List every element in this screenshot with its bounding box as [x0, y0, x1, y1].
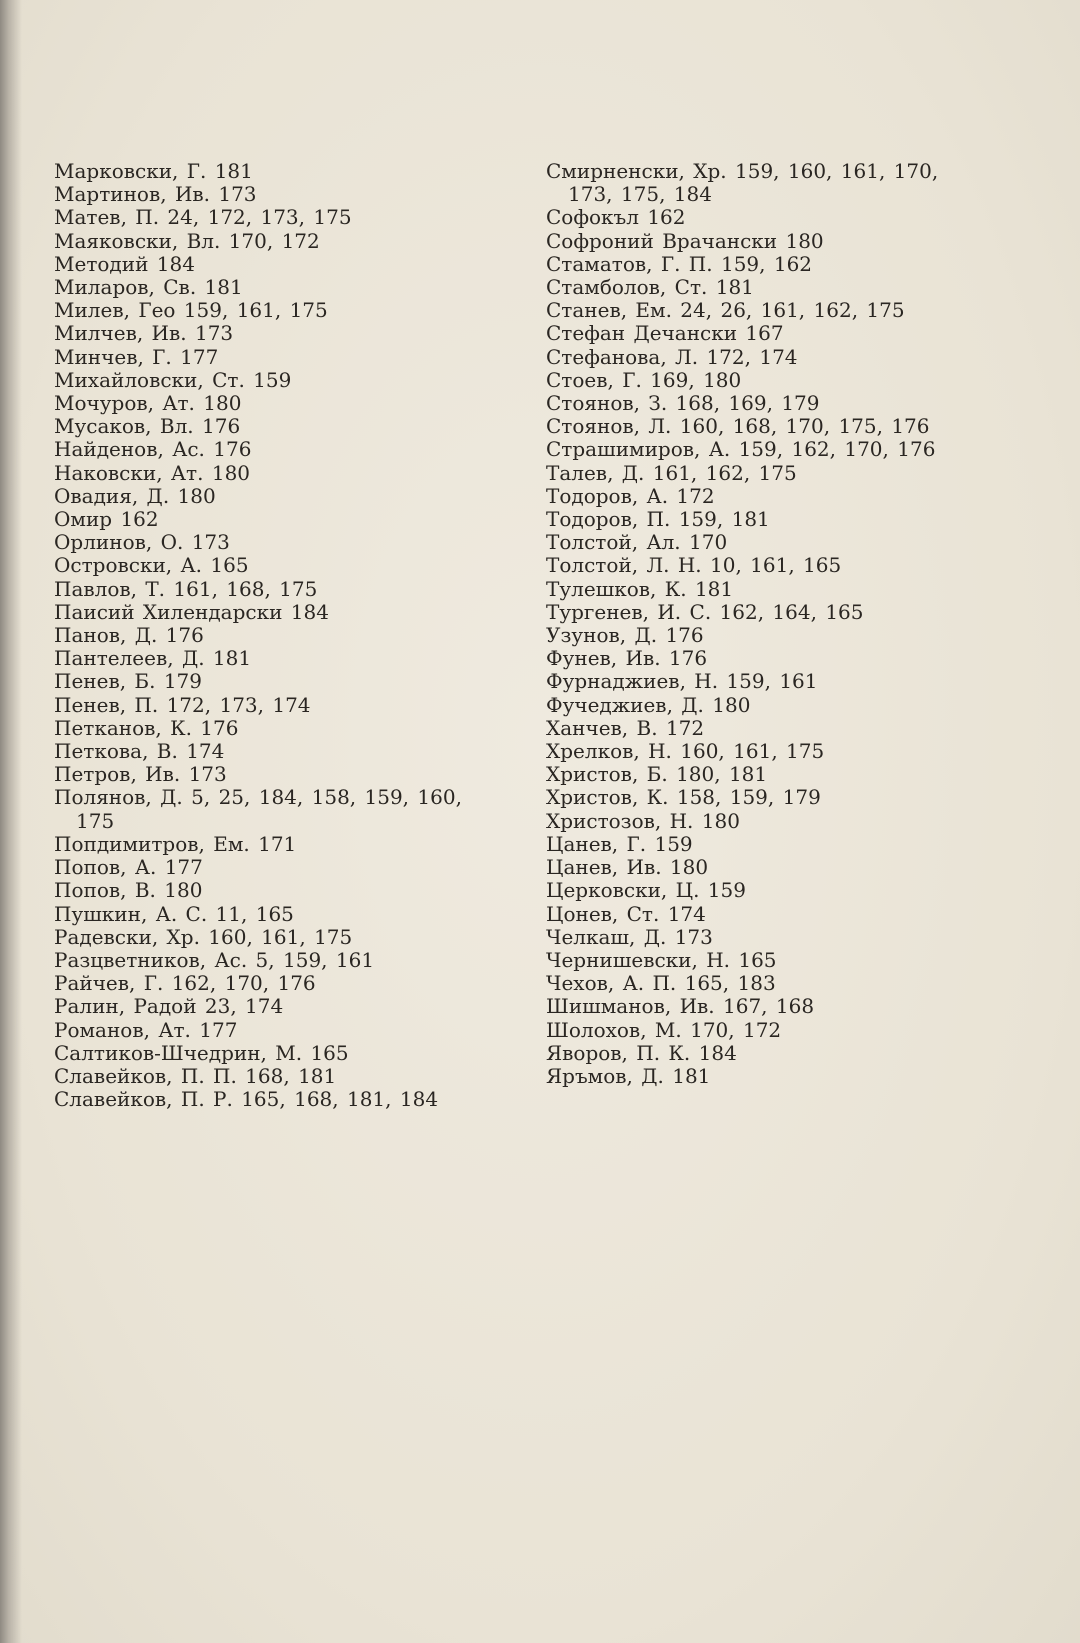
index-entry: Яворов, П. К. 184 — [546, 1040, 737, 1065]
index-entry: Наковски, Ат. 180 — [54, 460, 251, 485]
index-entry: Толстой, Л. Н. 10, 161, 165 — [546, 553, 842, 578]
index-entry: Радевски, Хр. 160, 161, 175 — [54, 924, 353, 949]
index-entry: Пушкин, А. С. 11, 165 — [54, 901, 294, 926]
index-entry: Овадия, Д. 180 — [54, 483, 216, 508]
index-entry: Салтиков-Шчедрин, М. 165 — [54, 1040, 349, 1065]
index-entry: Разцветников, Ас. 5, 159, 161 — [54, 947, 375, 972]
index-entry: Цонев, Ст. 174 — [546, 901, 706, 926]
index-entry: Ралин, Радой 23, 174 — [54, 994, 284, 1019]
index-entry: Островски, А. 165 — [54, 553, 249, 578]
index-entry: Христов, К. 158, 159, 179 — [546, 785, 821, 810]
index-entry: Райчев, Г. 162, 170, 176 — [54, 971, 316, 996]
index-entry: Софроний Врачански 180 — [546, 228, 824, 253]
index-entry: Тодоров, П. 159, 181 — [546, 507, 770, 532]
index-entry: Толстой, Ал. 170 — [546, 530, 728, 555]
index-entry: Яръмов, Д. 181 — [546, 1063, 711, 1088]
index-entry: Стоев, Г. 169, 180 — [546, 367, 742, 392]
index-entry: Маяковски, Вл. 170, 172 — [54, 228, 320, 253]
index-entry: Станев, Ем. 24, 26, 161, 162, 175 — [546, 298, 905, 323]
index-entry: Пенев, П. 172, 173, 174 — [54, 692, 311, 717]
index-entry: Найденов, Ас. 176 — [54, 437, 252, 462]
index-entry: Цанев, Г. 159 — [546, 831, 693, 856]
index-entry: Орлинов, О. 173 — [54, 530, 230, 555]
index-entry: Страшимиров, А. 159, 162, 170, 176 — [546, 437, 936, 462]
index-entry: Фунев, Ив. 176 — [546, 646, 708, 671]
index-entry: Пантелеев, Д. 181 — [54, 646, 252, 671]
index-entry: Стефанова, Л. 172, 174 — [546, 344, 798, 369]
index-entry: Узунов, Д. 176 — [546, 623, 704, 648]
index-entry: Петкова, В. 174 — [54, 739, 225, 764]
index-entry: Мочуров, Ат. 180 — [54, 391, 242, 416]
index-entry: Методий 184 — [54, 251, 195, 276]
index-entry: Славейков, П. П. 168, 181 — [54, 1063, 337, 1088]
index-entry: Тодоров, А. 172 — [546, 483, 715, 508]
index-entry: Попов, А. 177 — [54, 855, 203, 880]
index-entry: Минчев, Г. 177 — [54, 344, 219, 369]
index-entry: Миларов, Св. 181 — [54, 275, 243, 300]
index-entry: Христов, Б. 180, 181 — [546, 762, 768, 787]
index-entry: Петров, Ив. 173 — [54, 762, 227, 787]
index-entry: Михайловски, Ст. 159 — [54, 367, 292, 392]
index-entry: Омир 162 — [54, 507, 159, 532]
index-entry: Попов, В. 180 — [54, 878, 203, 903]
index-column-left — [54, 160, 494, 1111]
index-entry: Ханчев, В. 172 — [546, 715, 705, 740]
index-entry: Петканов, К. 176 — [54, 715, 239, 740]
index-entry: Тургенев, И. С. 162, 164, 165 — [546, 599, 864, 624]
index-entry: Фурнаджиев, Н. 159, 161 — [546, 669, 818, 694]
index-entry: Церковски, Ц. 159 — [546, 878, 746, 903]
index-entry: Мусаков, Вл. 176 — [54, 414, 241, 439]
index-entry: Паисий Хилендарски 184 — [54, 599, 329, 624]
index-entry: Милчев, Ив. 173 — [54, 321, 234, 346]
index-entry: Стоянов, З. 168, 169, 179 — [546, 391, 820, 416]
index-entry: Полянов, Д. 5, 25, 184, 158, 159, 160, 175 — [54, 785, 462, 833]
index-entry: Чехов, А. П. 165, 183 — [546, 971, 776, 996]
index-entry: Стоянов, Л. 160, 168, 170, 175, 176 — [546, 414, 930, 439]
index-entry: Шишманов, Ив. 167, 168 — [546, 994, 815, 1019]
index-entry: Славейков, П. Р. 165, 168, 181, 184 — [54, 1087, 439, 1112]
index-entry: Пенев, Б. 179 — [54, 669, 203, 694]
index-entry: Попдимитров, Ем. 171 — [54, 831, 297, 856]
index-entry: Софокъл 162 — [546, 205, 686, 230]
page-spine-shadow — [0, 0, 22, 1643]
index-entry: Стамболов, Ст. 181 — [546, 275, 754, 300]
index-entry: Цанев, Ив. 180 — [546, 855, 709, 880]
index-entry: Челкаш, Д. 173 — [546, 924, 713, 949]
index-entry: Смирненски, Хр. 159, 160, 161, 170, 173, 175, 184 — [546, 159, 939, 207]
index-column-right — [546, 160, 986, 1088]
index-entry: Милев, Гео 159, 161, 175 — [54, 298, 328, 323]
index-entry: Павлов, Т. 161, 168, 175 — [54, 576, 318, 601]
index-entry: Тулешков, К. 181 — [546, 576, 734, 601]
index-entry: Фучеджиев, Д. 180 — [546, 692, 751, 717]
index-entry: Шолохов, М. 170, 172 — [546, 1017, 782, 1042]
index-entry: Стаматов, Г. П. 159, 162 — [546, 251, 813, 276]
index-entry: Матев, П. 24, 172, 173, 175 — [54, 205, 352, 230]
index-entry: Стефан Дечански 167 — [546, 321, 784, 346]
index-entry: Хрелков, Н. 160, 161, 175 — [546, 739, 825, 764]
index-entry: Христозов, Н. 180 — [546, 808, 740, 833]
index-entry: Талев, Д. 161, 162, 175 — [546, 460, 797, 485]
index-entry: Мартинов, Ив. 173 — [54, 182, 257, 207]
index-entry: Романов, Ат. 177 — [54, 1017, 238, 1042]
index-entry: Чернишевски, Н. 165 — [546, 947, 777, 972]
index-entry: Панов, Д. 176 — [54, 623, 204, 648]
index-entry: Марковски, Г. 181 — [54, 159, 253, 183]
